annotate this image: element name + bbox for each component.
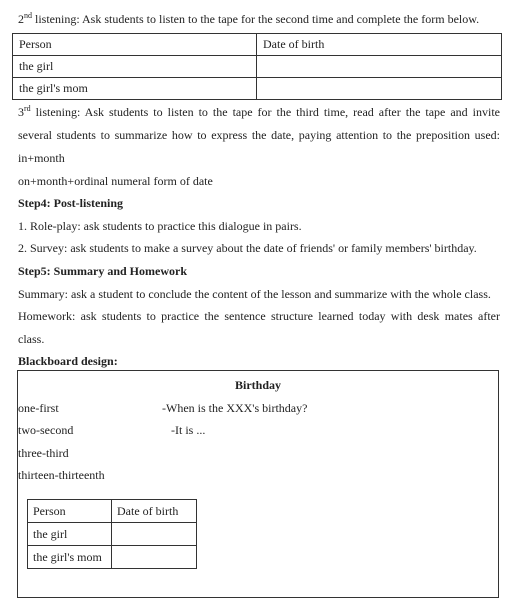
table-cell: the girl (28, 523, 112, 546)
blackboard-box (17, 370, 499, 598)
table-row (13, 78, 502, 100)
step4-heading: Step4: Post-listening (18, 196, 123, 210)
third-listening-line (18, 104, 500, 120)
second-listening-line (18, 11, 479, 27)
blackboard-heading: Blackboard design: (18, 354, 118, 368)
table-cell: the girl's mom (28, 546, 112, 569)
ordinal-suffix: rd (24, 104, 31, 113)
step4-item-1: 1. Role-play: ask students to practice this dialogue in pairs. (18, 219, 302, 233)
summary-text: Summary: ask a student to conclude the content of the lesson and summarize with the whole class. (18, 287, 491, 301)
table-row (28, 546, 197, 569)
step5-heading: Step5: Summary and Homework (18, 264, 188, 278)
table-header-cell: Person (13, 34, 257, 56)
table-row (28, 523, 197, 546)
number-pair: three-third (18, 446, 69, 460)
table-cell (112, 523, 197, 546)
ordinal-number: 2 (18, 12, 24, 26)
table-header-cell: Date of birth (257, 34, 502, 56)
step4-item-2: 2. Survey: ask students to make a survey about the date of friends' or family members' birthday. (18, 241, 477, 255)
preposition-rule-2: on+month+ordinal numeral form of date (18, 174, 213, 188)
third-listening-line-2: several students to summarize how to express the date, paying attention to the preposition used: (18, 128, 500, 142)
dialogue-answer: -It is ... (171, 423, 206, 437)
table-header-cell: Person (28, 500, 112, 523)
number-pair: two-second (18, 423, 74, 437)
second-listening-text: listening: Ask students to listen to the tape for the second time and complete the form below. (32, 12, 480, 26)
blackboard-title: Birthday (235, 378, 282, 392)
dialogue-question: -When is the XXX's birthday? (162, 401, 308, 415)
third-listening-text: listening: Ask students to listen to the tape for the third time, read after the tape and invite (30, 105, 500, 119)
table-cell (257, 56, 502, 78)
ordinal-number: 3 (18, 105, 24, 119)
table-cell (257, 78, 502, 100)
ordinal-suffix: nd (24, 11, 32, 20)
table-header-row (13, 34, 502, 56)
table-cell: the girl (13, 56, 257, 78)
table-header-cell: Date of birth (112, 500, 197, 523)
table-cell (112, 546, 197, 569)
number-pair: thirteen-thirteenth (18, 468, 105, 482)
table-cell: the girl's mom (13, 78, 257, 100)
homework-text-1: Homework: ask students to practice the sentence structure learned today with desk mates after (18, 309, 500, 323)
preposition-rule-1: in+month (18, 151, 65, 165)
listening-table (12, 33, 502, 100)
blackboard-table (27, 499, 197, 569)
table-header-row (28, 500, 197, 523)
table-row (13, 56, 502, 78)
homework-text-2: class. (18, 332, 45, 346)
number-pair: one-first (18, 401, 59, 415)
